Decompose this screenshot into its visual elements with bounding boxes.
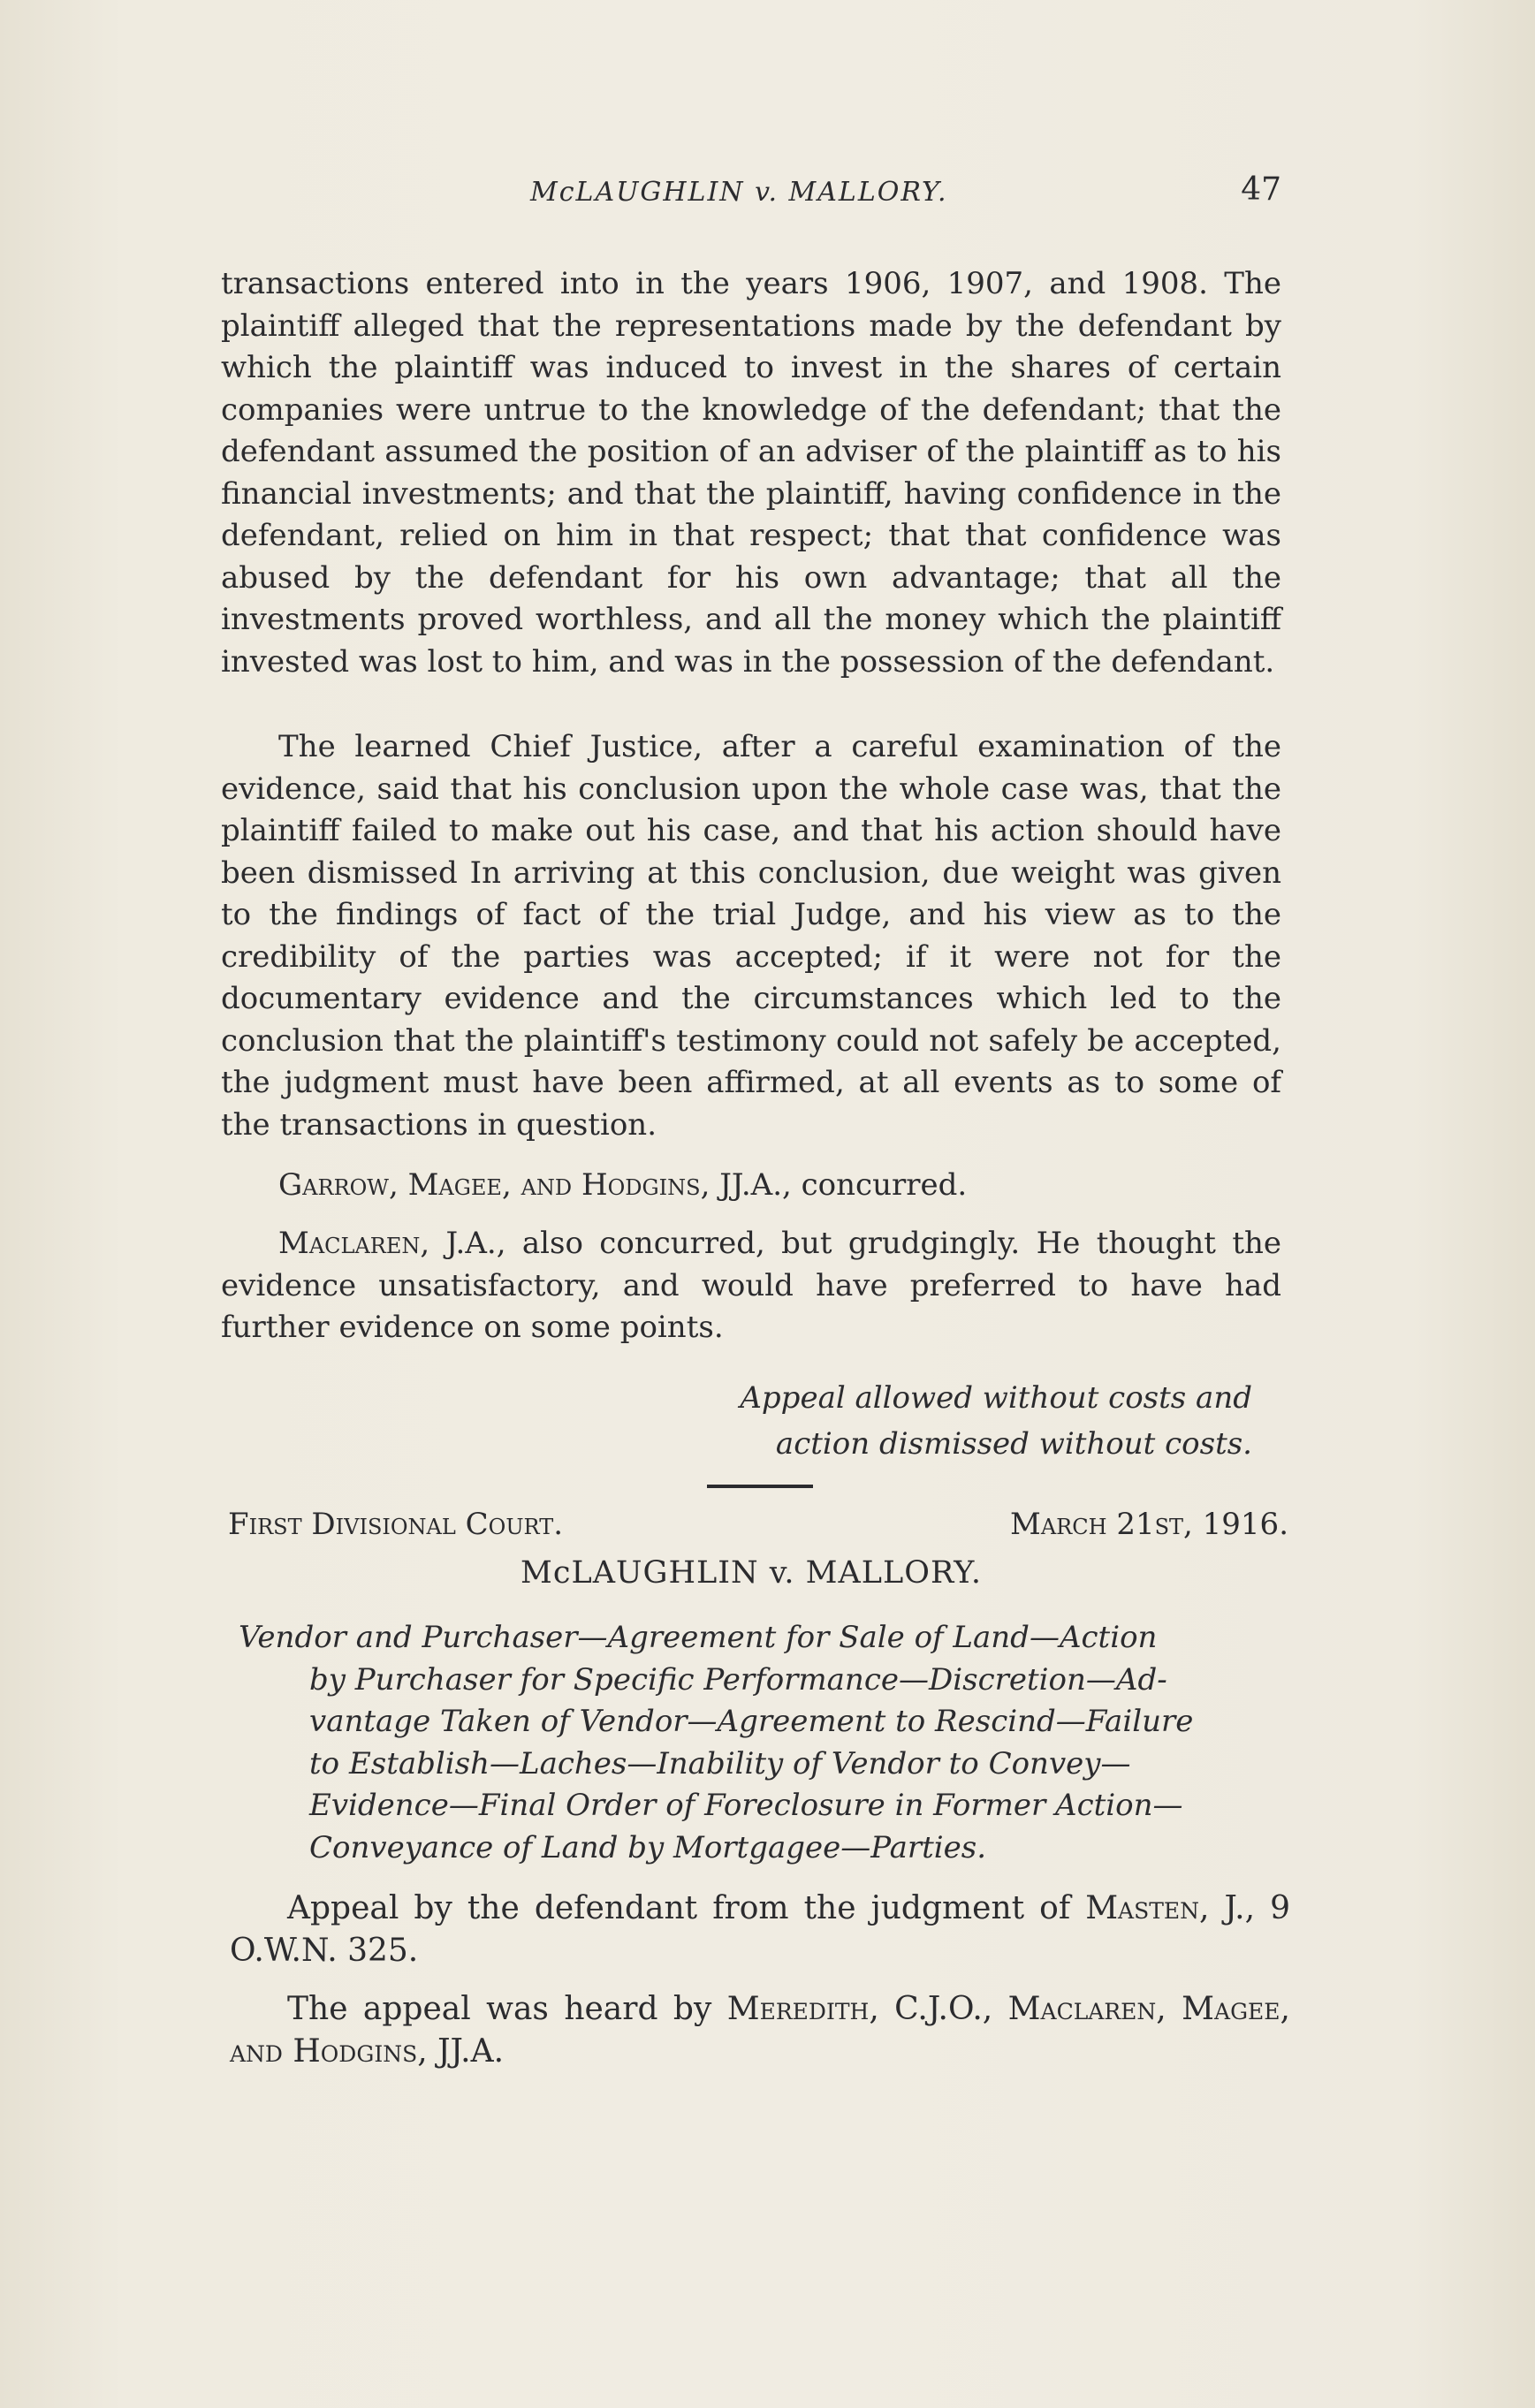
section-divider [707, 1485, 813, 1488]
heard-judge-1: Meredith [726, 1991, 870, 2027]
heard-text [230, 1988, 1290, 2073]
body-paragraph-2 [221, 726, 1281, 1146]
heard-paragraph [230, 1988, 1290, 2073]
appeal-judge: Masten [1085, 1890, 1200, 1926]
maclaren-rest: , J.A., also concurred, but grudgingly. He thought the evidence unsatisfactory, and would have preferred to have had further evidence on some points. [221, 1226, 1281, 1345]
appeal-text [230, 1888, 1290, 1972]
heard-judges-2: Maclaren, Magee, and Hodgins [230, 1991, 1290, 2070]
heard-text-a: The appeal was heard by [287, 1991, 727, 2027]
heard-text-c: , JJ.A. [417, 2033, 505, 2070]
headnote-line: Vendor and Purchaser—Agreement for Sale of Land—Action [239, 1620, 1158, 1655]
maclaren-text [221, 1223, 1281, 1349]
concurring-judges: Garrow, Magee, and Hodgins [278, 1167, 701, 1203]
paragraph-chief-justice: The learned Chief Justice, after a careful examination of the evidence, said that his conclusion upon the whole case was, that the plaintiff failed to make out his case, and that his action should have been dismissed In arriving at this conclusion, due weight was given to the findings of fact of the trial Judge, and his view as to the credibility of the parties was accepted; if it were not for the documentary evidence and the circumstances which led to the conclusion that the plaintiff's testimony could not safely be accepted, the judgment must have been affirmed, at all events as to some of the transactions in question. [221, 729, 1281, 1143]
headnote-line: by Purchaser for Specific Performance—Discretion—Ad- [309, 1661, 1167, 1698]
decision-date: March 21st, 1916. [1010, 1507, 1288, 1542]
running-header [221, 171, 1281, 221]
running-title: McLAUGHLIN v. MALLORY. [530, 177, 948, 208]
concurrence-paragraph [221, 1165, 1281, 1207]
disposition [740, 1375, 1252, 1467]
appeal-paragraph [230, 1888, 1290, 1972]
maclaren-paragraph [221, 1223, 1281, 1349]
court-name: First Divisional Court. [228, 1507, 564, 1542]
page-number: 47 [1241, 171, 1281, 208]
headnote-line: Evidence—Final Order of Foreclosure in Former Action— [309, 1788, 1183, 1823]
heard-text-b: , C.J.O., [869, 1991, 1008, 2027]
case-title: McLAUGHLIN v. MALLORY. [521, 1555, 982, 1591]
concurrence-rest: , JJ.A., concurred. [700, 1167, 968, 1203]
headnote [239, 1617, 1290, 1869]
maclaren-name: Maclaren [278, 1226, 421, 1261]
headnote-line: Conveyance of Land by Mortgagee—Parties. [309, 1829, 987, 1865]
disposition-line-2: action dismissed without costs. [775, 1426, 1252, 1462]
headnote-line: to Establish—Laches—Inability of Vendor to Convey— [309, 1745, 1131, 1781]
headnote-line: vantage Taken of Vendor—Agreement to Rescind—Failure [309, 1704, 1194, 1739]
appeal-text-a: Appeal by the defendant from the judgment of [287, 1890, 1086, 1926]
paragraph-transactions: transactions entered into in the years 1906, 1907, and 1908. The plaintiff alleged that the representations made by the defendant by which the plaintiff was induced to invest in the shares of certain companies were untrue to the knowledge of the defendant; that the defendant assumed the position of an adviser of the plaintiff as to his financial investments; and that the plaintiff, having confidence in the defendant, relied on him in that respect; that that confidence was abused by the defendant for his own advantage; that all the investments proved worthless, and all the money which the plaintiff invested was lost to him, and was in the possession of the defendant. [221, 266, 1281, 680]
appeal-text-b: , J., 9 O.W.N. 325. [230, 1890, 1290, 1969]
disposition-line-1: Appeal allowed without costs and [740, 1380, 1252, 1416]
body-paragraph-1 [221, 263, 1281, 683]
concurrence-text [221, 1165, 1281, 1207]
